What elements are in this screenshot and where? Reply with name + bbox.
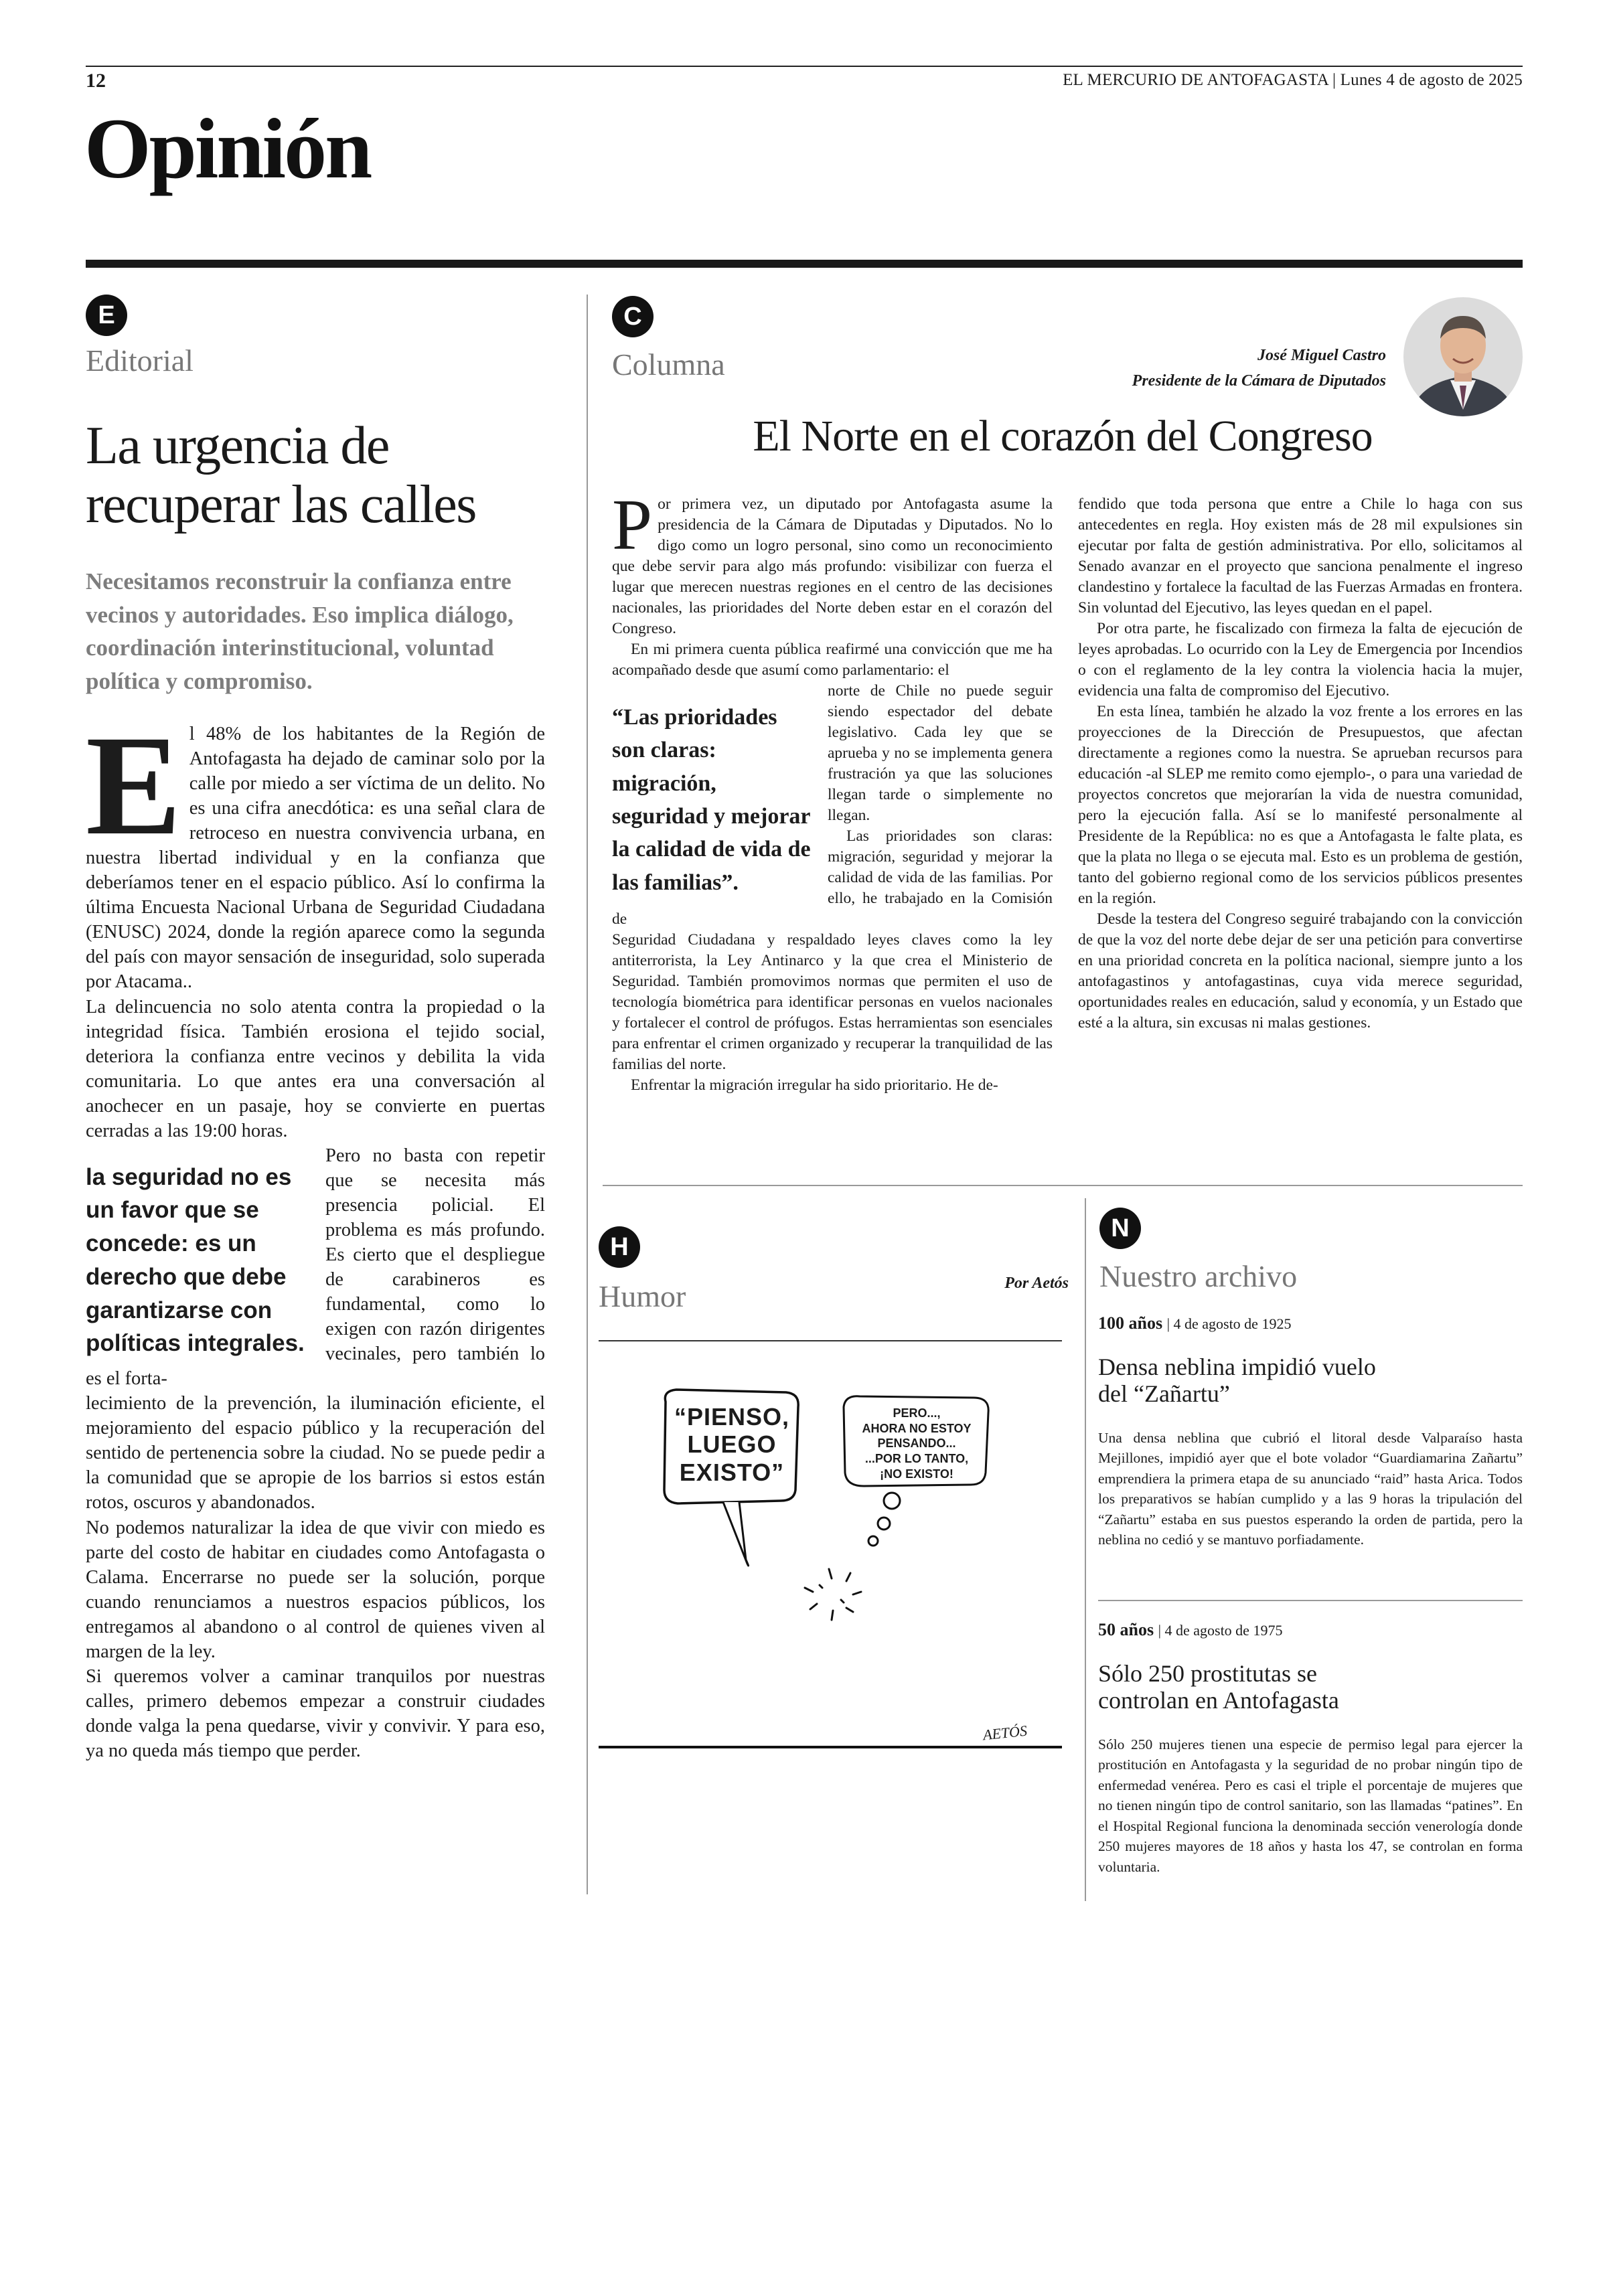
column-paragraph: norte de Chile no puede seguir siendo espectador del debate legislativo. Cada ley que se aprueba y no se implementa genera frustración ya que las soluciones llegan tarde o simplemente no llegan. <box>828 682 1053 825</box>
speech-bubble-not-thinking: PERO..., AHORA NO ESTOY PENSANDO... ...POR LO TANTO, ¡NO EXISTO! <box>862 1406 972 1481</box>
section-rule <box>86 260 1523 268</box>
speech-bubble-thinking: “PIENSO, LUEGO EXISTO” <box>674 1403 790 1486</box>
editorial-body <box>86 706 545 1763</box>
column-paragraph: or primera vez, un diputado por Antofagasta asume la presidencia de la Cámara de Diputadas y Diputados. No lo digo como un logro personal, sino como un reconocimiento que debe servir para algo más profundo: visibilizar con fuerza el lugar que merecen nuestras regiones en el centro de las decisiones nacionales, las prioridades del Norte deben estar en el corazón del Congreso. <box>612 495 1053 638</box>
archive-date: | 4 de agosto de 1925 <box>1166 1315 1292 1332</box>
column-paragraph: En esta línea, también he alzado la voz frente a los errores en las proyecciones de la Dirección de Presupuestos, que afectan directamente a regiones como la nuestra. Se aprueban recursos para educación -al SLEP me remito como ejemplo-, o para una variedad de proyectos concretos que mejorarían la vida de nuestra comunidad, pero la ejecución falla. Así se lo manifesté personalmente al Presidente de la República: no es que a Antofagasta le falte plata, es que la plata no llega o se ejecuta mal. Esto es un problema de gestión, tanto del gobierno regional como de los servicios públicos presentes en la región. <box>1078 703 1523 908</box>
column-paragraph: Enfrentar la migración irregular ha sido prioritario. He de- <box>631 1076 998 1094</box>
editorial-headline: La urgencia de recuperar las calles <box>86 416 476 534</box>
humor-rule <box>599 1340 1062 1341</box>
column-bottom-rule <box>603 1185 1523 1186</box>
author-title: Presidente de la Cámara de Diputados <box>1132 372 1386 390</box>
masthead: EL MERCURIO DE ANTOFAGASTA | Lunes 4 de agosto de 2025 <box>1063 71 1523 89</box>
column-paragraph: Desde la testera del Congreso seguiré trabajando con la convicción de que la voz del norte debe dejar de ser una petición para convertirse en una prioridad concreta en la política nacional, siempre junto a los antofagastinos y antofagastinas, cuya vida merece seguridad, oportunidades reales en educación, salud y economía, y un Estado que esté a la altura, sin excusas ni malas gestiones. <box>1078 910 1523 1032</box>
archive-divider <box>1085 1198 1086 1901</box>
column-badge: C <box>612 296 654 337</box>
column-text-right <box>1078 494 1523 1034</box>
editorial-pullquote: la seguridad no es un favor que se concede: es un derecho que debe garantizarse con políticas integrales. <box>86 1163 305 1357</box>
section-title: Opinión <box>84 101 371 196</box>
column-text-left <box>612 485 1053 1096</box>
top-rule <box>86 66 1523 67</box>
editorial-paragraph: l 48% de los habitantes de la Región de Antofagasta ha dejado de caminar solo por la calle por miedo a ser víctima de un delito. No es una cifra anecdótica: es una señal clara de retroceso en nuestra convivencia urbana, en nuestra libertad individual y en la confianza que deberíamos tener en el espacio público. Así lo confirma la última Encuesta Nacional Urbana de Seguridad Ciudadana (ENUSC) 2024, donde la región aparece como la segunda del país con mayor sensación de inseguridad, solo superada por Atacama.. <box>86 724 545 993</box>
editorial-paragraph: lecimiento de la prevención, la iluminación eficiente, el mejoramiento del espacio público y la recuperación del sentido de pertenencia sobre la ciudad. No se puede pedir a la comunidad que se apropie de los barrios si estos están rotos, oscuros y abandonados. <box>86 1393 545 1513</box>
column-paragraph: Por otra parte, he fiscalizado con firmeza la falta de ejecución de leyes aprobadas. Lo ocurrido con la Ley de Emergencia por Incendios o con el reglamento de la ley contra la violencia hacia la mujer, evidencia una falta de compromiso del Ejecutivo. <box>1078 620 1523 700</box>
archive-badge: N <box>1099 1208 1141 1249</box>
column-pullquote: “Las prioridades son claras: migración, seguridad y mejorar la calidad de vida de las familias”. <box>612 705 811 895</box>
column-paragraph: En mi primera cuenta pública reafirmé una convicción que me ha acompañado desde que asumí como parlamentario: el <box>612 641 1053 679</box>
column-paragraph: fendido que toda persona que entre a Chile lo haga con sus antecedentes en regla. Hoy existen más de 28 mil expulsiones sin ejecutar por falta de gestión administrativa. Por ello, solicitamos al Senado avanzar en el proyecto que sanciona penalmente el ingreso clandestino y fortalece la facultad de las Fuerzas Armadas en frontera. Sin voluntad del Ejecutivo, las leyes quedan en el papel. <box>1078 495 1523 617</box>
author-photo <box>1403 297 1523 416</box>
archive-text: Una densa neblina que cubrió el litoral desde Valparaíso hasta Mejillones, impidió ayer que el bote volador “Guardiamarina Zañartu” emprendiera la primera etapa de su anunciado “raid” hasta Arica. Todos los preparativos se habían cumplido y a las 9 horas la tripulación del “Zañartu” estaba en sus puestos esperando la orden de partida, pero la neblina no cedió y se mantuvo porfiadamente. <box>1098 1429 1523 1548</box>
editorial-paragraph: Pero no basta con repetir que se necesita más presencia policial. El problema es más profundo. Es cierto que el despliegue de carabineros es fundamental, como lo exigen con razón dirigentes vecinales, pero también lo es el forta- <box>86 1145 545 1390</box>
archive-item <box>1098 1313 1523 1550</box>
editorial-dropcap: E <box>86 706 181 865</box>
column-kicker: Columna <box>612 347 725 382</box>
archive-headline: Sólo 250 prostitutas se controlan en Antofagasta <box>1098 1660 1339 1714</box>
editorial-paragraph: Si queremos volver a caminar tranquilos por nuestras calles, primero debemos empezar a construir ciudades donde valga la pena quedarse, vivir y convivir. Y para eso, ya no queda más tiempo que perder. <box>86 1665 545 1761</box>
author-name: José Miguel Castro <box>1257 347 1386 364</box>
editorial-kicker: Editorial <box>86 343 194 378</box>
humor-byline: Por Aetós <box>1004 1275 1069 1292</box>
column-headline: El Norte en el corazón del Congreso <box>753 412 1373 461</box>
cartoonist-signature: AETÓS <box>982 1722 1028 1744</box>
humor-cartoon <box>599 1345 1062 1760</box>
editorial-lead: Necesitamos reconstruir la confianza entre vecinos y autoridades. Eso implica diálogo, coordinación interinstitucional, voluntad política y compromiso. <box>86 568 514 695</box>
column-dropcap: P <box>612 485 653 565</box>
column-paragraph: Las prioridades son claras: migración, seguridad y mejorar la calidad de vida de las familias. Por ello, he trabajado en la Comisión de <box>612 827 1053 928</box>
humor-badge: H <box>599 1226 640 1268</box>
page-number: 12 <box>86 70 106 92</box>
archive-text: Sólo 250 mujeres tienen una especie de permiso legal para ejercer la prostitución en Antofagasta y la seguridad de no probar ningún tipo de enfermedad venérea. Pero es casi el triple el porcentaje de mujeres que no tienen ningún tipo de control sanitario, son las llamadas “patines”. En el Hospital Regional funciona la denominada sección venerología donde 250 mujeres mayores de 18 años y hasta los 47, se controlan en forma voluntaria. <box>1098 1736 1523 1875</box>
archive-kicker: Nuestro archivo <box>1099 1259 1298 1293</box>
archive-years: 50 años <box>1098 1620 1154 1639</box>
editorial-paragraph: No podemos naturalizar la idea de que vivir con miedo es parte del costo de habitar en ciudades como Antofagasta o Calama. Encerrarse no puede ser la solución, porque cuando renunciamos a nuestros espacios públicos, los entregamos al abandono o al control de quienes viven al margen de la ley. <box>86 1517 545 1662</box>
column-byline <box>1132 343 1386 394</box>
archive-headline: Densa neblina impidió vuelo del “Zañartu” <box>1098 1354 1376 1408</box>
archive-years: 100 años <box>1098 1313 1163 1333</box>
editorial-paragraph: La delincuencia no solo atenta contra la propiedad o la integridad física. También erosiona el tejido social, deteriora la confianza entre vecinos y debilita la vida comunitaria. Lo que antes era una conversación al anochecer en un pasaje, hoy se convierte en puertas cerradas a las 19:00 horas. <box>86 996 545 1141</box>
column-paragraph: Seguridad Ciudadana y respaldado leyes claves como la ley antiterrorista, la Ley Antinarco y la que crea el Ministerio de Seguridad. También promovimos normas que permiten el uso de tecnología biométrica para identificar personas en vuelos nacionales y fortalecer el control de prófugos. Estas herramientas son esenciales para enfrentar el crimen organizado y recuperar la tranquilidad de las familias del norte. <box>612 931 1053 1074</box>
archive-date: | 4 de agosto de 1975 <box>1158 1622 1283 1639</box>
archive-separator <box>1098 1600 1523 1601</box>
archive-item <box>1098 1620 1523 1877</box>
column-divider <box>587 295 588 1894</box>
humor-kicker: Humor <box>599 1279 686 1313</box>
editorial-badge: E <box>86 295 127 336</box>
